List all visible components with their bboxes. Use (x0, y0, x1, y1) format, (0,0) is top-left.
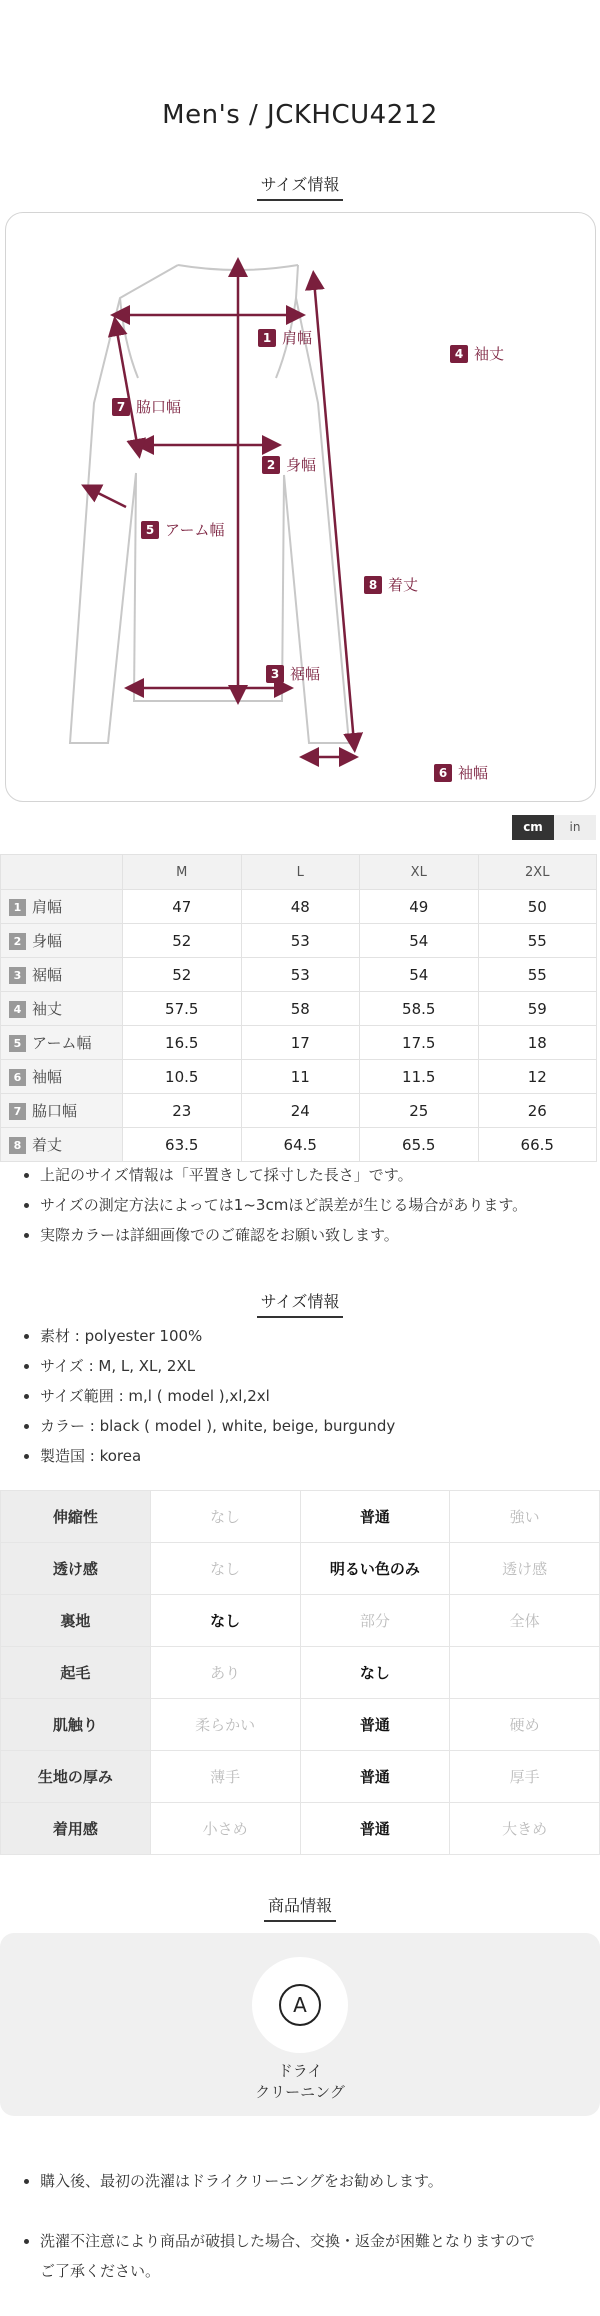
fabric-attribute-label: 生地の厚み (1, 1751, 151, 1803)
care-box (0, 1933, 600, 2116)
list-item: • 素材 : polyester 100% (40, 1321, 600, 1351)
diagram-label-arm-width: 5 アーム幅 (141, 519, 225, 540)
diagram-label-length: 8 着丈 (364, 574, 418, 595)
shirt-outline-icon (6, 213, 595, 801)
table-cell: 11 (241, 1060, 360, 1094)
list-item: • カラー : black ( model ), white, beige, burgundy (40, 1411, 600, 1441)
table-cell: 23 (123, 1094, 242, 1128)
list-item: • サイズ範囲 : m,l ( model ),xl,2xl (40, 1381, 600, 1411)
size-notes (14, 1160, 600, 1250)
table-cell: 52 (123, 924, 242, 958)
fabric-option: なし (150, 1543, 300, 1595)
table-cell: 47 (123, 890, 242, 924)
table-cell: 50 (478, 890, 597, 924)
table-cell: 53 (241, 958, 360, 992)
fabric-option: 部分 (300, 1595, 450, 1647)
row-label: 1 肩幅 (1, 890, 123, 924)
care-label: ドライ クリーニング (255, 2062, 345, 2101)
diagram-label-hem: 3 裾幅 (266, 663, 320, 684)
fabric-attribute-label: 着用感 (1, 1803, 151, 1855)
table-cell: 17 (241, 1026, 360, 1060)
table-cell: 24 (241, 1094, 360, 1128)
column-header: L (241, 855, 360, 890)
column-header: XL (360, 855, 479, 890)
fabric-attribute-label: 裏地 (1, 1595, 151, 1647)
diagram-label-armhole: 7 脇口幅 (112, 396, 181, 417)
table-row (1, 1128, 597, 1162)
list-item: • 購入後、最初の洗濯はドライクリーニングをお勧めします。 (40, 2166, 600, 2196)
row-label: 6 袖幅 (1, 1060, 123, 1094)
fabric-option: 小さめ (150, 1803, 300, 1855)
table-cell: 48 (241, 890, 360, 924)
table-row (1, 1803, 600, 1855)
table-row (1, 1543, 600, 1595)
size-table (0, 854, 597, 1162)
fabric-option: 普通 (300, 1491, 450, 1543)
table-cell: 26 (478, 1094, 597, 1128)
size-section-heading: サイズ情報 (0, 172, 600, 201)
diagram-label-cuff: 6 袖幅 (434, 762, 488, 783)
unit-cm-button[interactable]: cm (512, 815, 554, 840)
table-cell: 58 (241, 992, 360, 1026)
list-item: • 洗濯不注意により商品が破損した場合、交換・返金が困難となりますので ご了承ください。 (40, 2226, 600, 2286)
table-row (1, 1751, 600, 1803)
table-cell: 53 (241, 924, 360, 958)
fabric-option: 大きめ (450, 1803, 600, 1855)
table-row (1, 958, 597, 992)
table-cell: 18 (478, 1026, 597, 1060)
table-row (1, 992, 597, 1026)
fabric-option: 普通 (300, 1751, 450, 1803)
product-section-heading: 商品情報 (0, 1893, 600, 1922)
list-item: • 上記のサイズ情報は「平置きして採寸した長さ」です。 (40, 1160, 600, 1190)
table-cell: 17.5 (360, 1026, 479, 1060)
table-row (1, 1491, 600, 1543)
care-icon-circle (252, 1957, 348, 2053)
table-cell: 58.5 (360, 992, 479, 1026)
fabric-option: なし (150, 1491, 300, 1543)
table-cell: 66.5 (478, 1128, 597, 1162)
fabric-attribute-label: 肌触り (1, 1699, 151, 1751)
fabric-option: 透け感 (450, 1543, 600, 1595)
list-item: • 製造国 : korea (40, 1441, 600, 1471)
table-row (1, 1595, 600, 1647)
unit-in-button[interactable]: in (554, 815, 596, 840)
row-label: 3 裾幅 (1, 958, 123, 992)
fabric-option: 全体 (450, 1595, 600, 1647)
fabric-attribute-label: 伸縮性 (1, 1491, 151, 1543)
dry-clean-icon: A (279, 1984, 321, 2026)
fabric-option: あり (150, 1647, 300, 1699)
table-cell: 54 (360, 924, 479, 958)
row-label: 5 アーム幅 (1, 1026, 123, 1060)
table-cell: 65.5 (360, 1128, 479, 1162)
table-row (1, 890, 597, 924)
column-header: M (123, 855, 242, 890)
table-cell: 11.5 (360, 1060, 479, 1094)
diagram-label-chest: 2 身幅 (262, 454, 316, 475)
info-list (14, 1321, 600, 1471)
table-cell: 57.5 (123, 992, 242, 1026)
table-cell: 12 (478, 1060, 597, 1094)
fabric-option: 硬め (450, 1699, 600, 1751)
diagram-label-shoulder: 1 肩幅 (258, 327, 312, 348)
row-label: 7 脇口幅 (1, 1094, 123, 1128)
table-cell: 64.5 (241, 1128, 360, 1162)
info-section-heading: サイズ情報 (0, 1289, 600, 1318)
care-notes (14, 2136, 600, 2316)
table-row (1, 1094, 597, 1128)
table-row (1, 1060, 597, 1094)
fabric-option: 普通 (300, 1699, 450, 1751)
fabric-option: なし (150, 1595, 300, 1647)
fabric-option: 薄手 (150, 1751, 300, 1803)
table-cell: 54 (360, 958, 479, 992)
fabric-option (450, 1647, 600, 1699)
table-cell: 49 (360, 890, 479, 924)
table-cell: 59 (478, 992, 597, 1026)
fabric-option: 厚手 (450, 1751, 600, 1803)
table-row (1, 924, 597, 958)
row-label: 8 着丈 (1, 1128, 123, 1162)
size-table-header (1, 855, 597, 890)
column-header: 2XL (478, 855, 597, 890)
fabric-attribute-label: 透け感 (1, 1543, 151, 1595)
table-cell: 25 (360, 1094, 479, 1128)
fabric-option: 強い (450, 1491, 600, 1543)
size-diagram (5, 212, 596, 802)
table-cell: 16.5 (123, 1026, 242, 1060)
list-item: • 実際カラーは詳細画像でのご確認をお願い致します。 (40, 1220, 600, 1250)
fabric-option: なし (300, 1647, 450, 1699)
row-label: 2 身幅 (1, 924, 123, 958)
list-item: • サイズ : M, L, XL, 2XL (40, 1351, 600, 1381)
fabric-option: 明るい色のみ (300, 1543, 450, 1595)
fabric-option: 普通 (300, 1803, 450, 1855)
row-label: 4 袖丈 (1, 992, 123, 1026)
table-row (1, 1647, 600, 1699)
table-cell: 55 (478, 924, 597, 958)
fabric-table (0, 1490, 600, 1855)
fabric-option: 柔らかい (150, 1699, 300, 1751)
unit-toggle (512, 815, 596, 840)
table-cell: 55 (478, 958, 597, 992)
diagram-label-sleeve-length: 4 袖丈 (450, 343, 504, 364)
header-corner (1, 855, 123, 890)
table-cell: 63.5 (123, 1128, 242, 1162)
page-title: Men's / JCKHCU4212 (162, 100, 438, 130)
fabric-attribute-label: 起毛 (1, 1647, 151, 1699)
table-row (1, 1026, 597, 1060)
table-row (1, 1699, 600, 1751)
table-cell: 52 (123, 958, 242, 992)
list-item: • サイズの測定方法によっては1~3cmほど誤差が生じる場合があります。 (40, 1190, 600, 1220)
table-cell: 10.5 (123, 1060, 242, 1094)
